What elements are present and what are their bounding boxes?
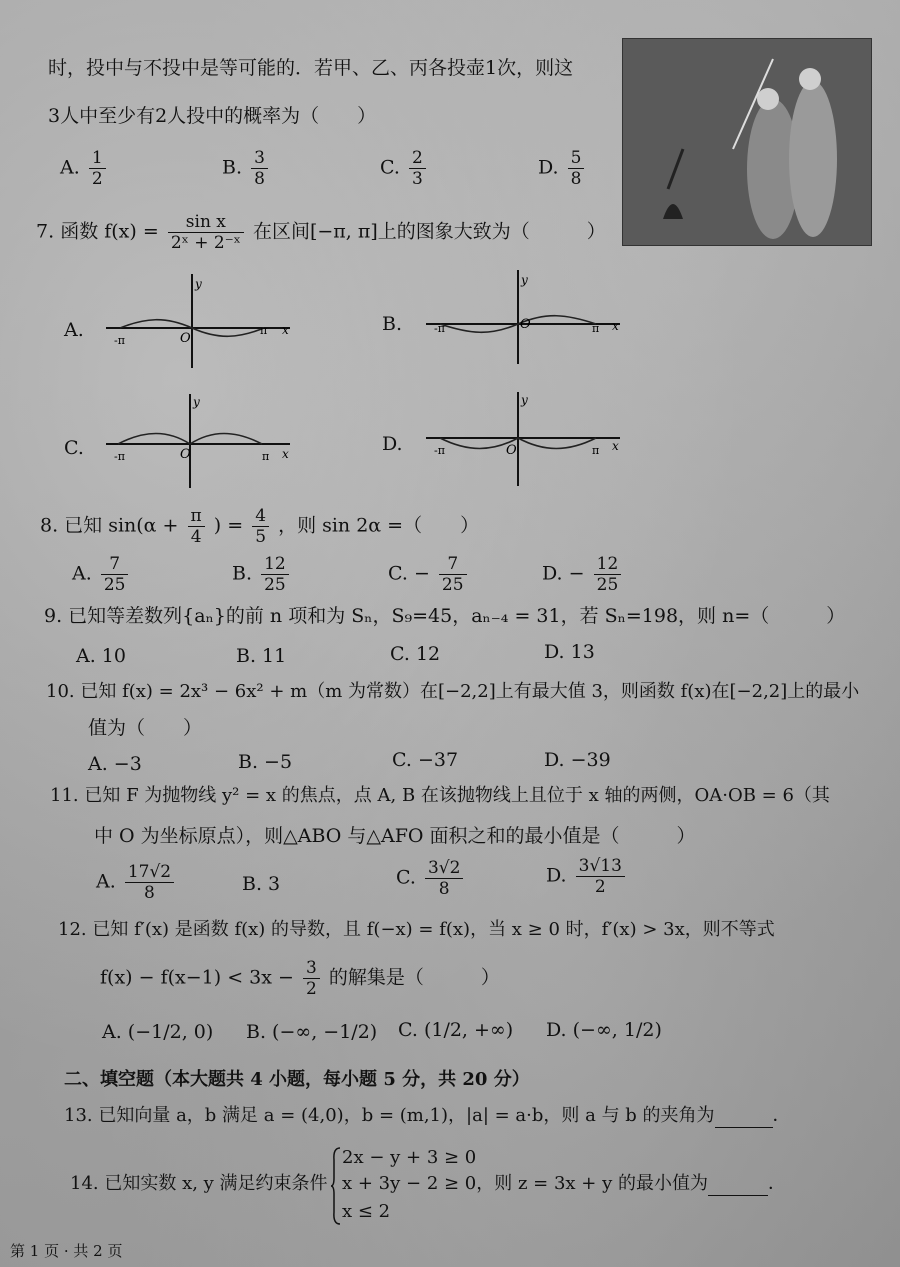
svg-text:O: O (506, 443, 517, 458)
section-2-heading: 二、填空题（本大题共 4 小题，每小题 5 分，共 20 分） (64, 1069, 530, 1090)
svg-text:y: y (195, 277, 202, 291)
q11-option-c[interactable]: C. $\frac{3√2}{8}$ (396, 858, 466, 899)
svg-text:O: O (180, 447, 191, 462)
q10-option-a[interactable]: A. −3 (88, 753, 142, 775)
svg-text:y: y (521, 273, 528, 287)
q11-option-d[interactable]: D. $\frac{3√13}{2}$ (546, 856, 628, 897)
q7-stem: 7. 函数 f(x) = $\frac{\text{sin x}}{\text{2ˣ + 2⁻ˣ}}$ 在区间[−π, π]上的图象大致为（ ） (36, 212, 606, 253)
svg-text:π: π (592, 322, 600, 335)
q7-graph-d[interactable] (420, 390, 630, 486)
q12-option-d[interactable]: D. (−∞, 1/2) (546, 1019, 662, 1041)
q10-option-d[interactable]: D. −39 (544, 749, 611, 771)
q11-line1: 11. 已知 F 为抛物线 y² = x 的焦点，点 A, B 在该抛物线上且位于 x 轴的两侧，OA·OB = 6（其 (50, 785, 830, 806)
svg-text:-π: -π (434, 322, 445, 335)
q9-stem: 9. 已知等差数列{aₙ}的前 n 项和为 Sₙ，S₉=45，aₙ₋₄ = 31，若 Sₙ=198，则 n=（ ） (44, 605, 846, 627)
q8-option-a[interactable]: A. $\frac{7}{25}$ (72, 554, 131, 595)
q6-option-d[interactable]: D. $\frac{5}{8}$ (538, 148, 587, 189)
q12-line2: f(x) − f(x−1) < 3x − $\frac{3}{2}$ 的解集是（ ） (100, 958, 500, 999)
q14-answer-blank[interactable] (708, 1177, 768, 1196)
svg-text:y: y (193, 395, 200, 409)
q9-option-c[interactable]: C. 12 (390, 643, 441, 665)
q7-option-a-label[interactable]: A. (64, 319, 84, 341)
svg-text:π: π (592, 444, 600, 457)
svg-text:x: x (612, 319, 619, 333)
q7-option-d-label[interactable]: D. (382, 433, 403, 455)
q14-constraint-2: x + 3y − 2 ≥ 0，则 z = 3x + y 的最小值为 ． (342, 1173, 787, 1194)
page-footer: 第 1 页 · 共 2 页 (10, 1242, 123, 1260)
svg-text:π: π (260, 324, 268, 337)
q10-option-b[interactable]: B. −5 (238, 751, 293, 773)
svg-text:O: O (520, 317, 531, 332)
q7-option-c-label[interactable]: C. (64, 437, 84, 459)
q13-stem: 13. 已知向量 a，b 满足 a = (4,0)，b = (m,1)，|a| = a·b，则 a 与 b 的夹角为 ． (64, 1105, 791, 1126)
svg-text:-π: -π (114, 450, 125, 463)
q13-answer-blank[interactable] (715, 1109, 773, 1128)
q14-constraint-3: x ≤ 2 (342, 1201, 391, 1222)
q14-constraint-1: 2x − y + 3 ≥ 0 (342, 1147, 477, 1168)
q10-line1: 10. 已知 f(x) = 2x³ − 6x² + m（m 为常数）在[−2,2]上有最大值 3，则函数 f(x)在[−2,2]上的最小 (46, 681, 860, 702)
q9-option-b[interactable]: B. 11 (236, 645, 287, 667)
svg-text:-π: -π (434, 444, 445, 457)
q10-option-c[interactable]: C. −37 (392, 749, 459, 771)
q8-stem: 8. 已知 sin(α + $\frac{\pi}{4}$ ) = $\frac{4}{5}$ ，则 sin 2α =（ ） (40, 506, 480, 547)
ancient-painting-image (622, 38, 872, 246)
q6-option-a[interactable]: A. $\frac{1}{2}$ (60, 148, 109, 189)
q6-line2: 3人中至少有2人投中的概率为（ ） (48, 105, 377, 127)
q6-option-c[interactable]: C. $\frac{2}{3}$ (380, 148, 429, 189)
q10-line2: 值为（ ） (88, 717, 203, 739)
svg-text:O: O (180, 331, 191, 346)
q7-graph-a[interactable] (100, 272, 300, 368)
q8-option-b[interactable]: B. $\frac{12}{25}$ (232, 554, 292, 595)
q11-line2: 中 O 为坐标原点），则△ABO 与△AFO 面积之和的最小值是（ ） (94, 825, 696, 847)
q14-prefix: 14. 已知实数 x, y 满足约束条件 (70, 1173, 328, 1194)
q6-line1: 时，投中与不投中是等可能的．若甲、乙、丙各投壶1次，则这 (48, 57, 574, 79)
svg-text:-π: -π (114, 334, 125, 347)
svg-text:x: x (282, 447, 289, 461)
q14-brace (330, 1146, 342, 1226)
q12-line1: 12. 已知 f′(x) 是函数 f(x) 的导数，且 f(−x) = f(x)，当 x ≥ 0 时，f′(x) > 3x，则不等式 (58, 919, 775, 940)
svg-text:y: y (521, 393, 528, 407)
q12-option-a[interactable]: A. (−1/2, 0) (102, 1021, 214, 1043)
q11-option-b[interactable]: B. 3 (242, 873, 281, 895)
q7-graph-b[interactable] (420, 268, 630, 364)
q12-option-b[interactable]: B. (−∞, −1/2) (246, 1021, 378, 1043)
q11-option-a[interactable]: A. $\frac{17√2}{8}$ (96, 862, 177, 903)
q7-graph-c[interactable] (100, 392, 300, 488)
svg-text:x: x (282, 323, 289, 337)
q9-option-d[interactable]: D. 13 (544, 641, 595, 663)
q9-option-a[interactable]: A. 10 (76, 645, 126, 667)
q12-option-c[interactable]: C. (1/2, +∞) (398, 1019, 514, 1041)
svg-text:π: π (262, 450, 270, 463)
q8-option-d[interactable]: D. − $\frac{12}{25}$ (542, 554, 624, 595)
q7-option-b-label[interactable]: B. (382, 313, 403, 335)
svg-text:x: x (612, 439, 619, 453)
q8-option-c[interactable]: C. − $\frac{7}{25}$ (388, 554, 470, 595)
q6-option-b[interactable]: B. $\frac{3}{8}$ (222, 148, 271, 189)
